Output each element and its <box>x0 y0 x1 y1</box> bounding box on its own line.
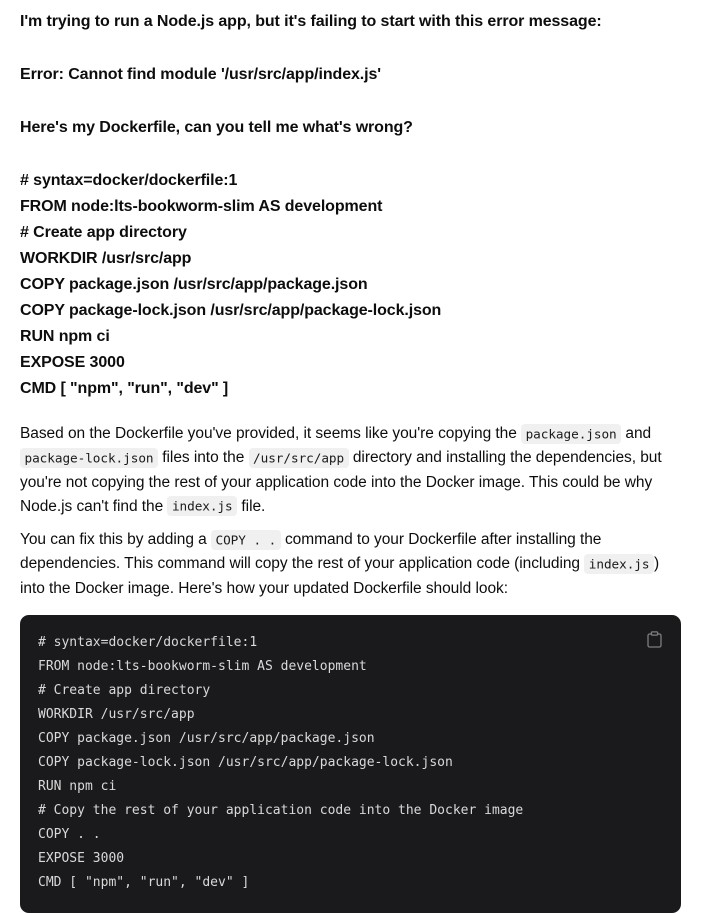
paragraph-1-text-2: and <box>621 425 652 442</box>
inline-code-copy-command: COPY . . <box>211 530 281 550</box>
code-line: COPY package.json /usr/src/app/package.json <box>38 731 375 747</box>
code-line: EXPOSE 3000 <box>38 851 125 867</box>
code-line: # syntax=docker/dockerfile:1 <box>38 635 258 651</box>
code-line: # Copy the rest of your application code into the Docker image <box>38 803 524 819</box>
paragraph-1-text-5: file. <box>237 497 266 515</box>
dockerfile-line: # Create app directory <box>20 224 187 241</box>
spacer <box>20 35 681 62</box>
assistant-paragraph-2 <box>20 528 681 601</box>
code-line: COPY . . <box>38 827 101 843</box>
dockerfile-line: FROM node:lts-bookworm-slim AS development <box>20 198 383 215</box>
code-line: # Create app directory <box>38 683 211 699</box>
dockerfile-line: RUN npm ci <box>20 328 110 345</box>
user-message <box>20 0 681 402</box>
code-line: COPY package-lock.json /usr/src/app/package-lock.json <box>38 755 453 771</box>
user-question-line: Here's my Dockerfile, can you tell me what's wrong? <box>20 119 413 136</box>
paragraph-1-text-4: directory and installing the dependencies, but you're not copying the rest of your application code into the Docker image. This could be why Node.js can't find the <box>20 449 662 515</box>
paragraph-2-text-2: command to your Dockerfile after installing the dependencies. This command will copy the rest of your application code (including <box>20 531 602 573</box>
inline-code-package-lock-json: package-lock.json <box>20 448 158 468</box>
clipboard-icon <box>647 631 662 648</box>
inline-code-index-js-2: index.js <box>584 554 654 574</box>
spacer <box>20 141 681 168</box>
inline-code-usr-src-app: /usr/src/app <box>249 448 349 468</box>
dockerfile-line: EXPOSE 3000 <box>20 354 125 371</box>
dockerfile-line: COPY package-lock.json /usr/src/app/package-lock.json <box>20 302 442 319</box>
copy-code-button[interactable] <box>643 628 665 650</box>
inline-code-package-json: package.json <box>521 424 621 444</box>
inline-code-index-js: index.js <box>167 496 237 516</box>
paragraph-2-text-1: You can fix this by adding a <box>20 531 211 549</box>
spacer <box>20 88 681 115</box>
code-block <box>20 615 681 913</box>
user-intro-line-1: I'm trying to run a Node.js app, but it's failing to start with this error message: <box>20 13 602 30</box>
code-line: WORKDIR /usr/src/app <box>38 707 195 723</box>
dockerfile-line: CMD [ "npm", "run", "dev" ] <box>20 380 229 397</box>
dockerfile-line: WORKDIR /usr/src/app <box>20 250 192 267</box>
user-error-line: Error: Cannot find module '/usr/src/app/index.js' <box>20 66 381 83</box>
paragraph-2-text-3: ) into the Docker image. Here's how your updated Dockerfile should look: <box>20 555 660 597</box>
assistant-message <box>20 422 681 913</box>
code-block-content <box>38 631 663 895</box>
code-line: RUN npm ci <box>38 779 117 795</box>
code-line: FROM node:lts-bookworm-slim AS development <box>38 659 367 675</box>
paragraph-1-text-3: files into the <box>158 449 249 467</box>
paragraph-1-text-1: Based on the Dockerfile you've provided, it seems like you're copying the <box>20 425 522 442</box>
dockerfile-line: # syntax=docker/dockerfile:1 <box>20 172 238 189</box>
dockerfile-line: COPY package.json /usr/src/app/package.json <box>20 276 368 293</box>
user-dockerfile-listing <box>20 168 681 402</box>
assistant-paragraph-1 <box>20 422 681 519</box>
code-line: CMD [ "npm", "run", "dev" ] <box>38 875 250 891</box>
